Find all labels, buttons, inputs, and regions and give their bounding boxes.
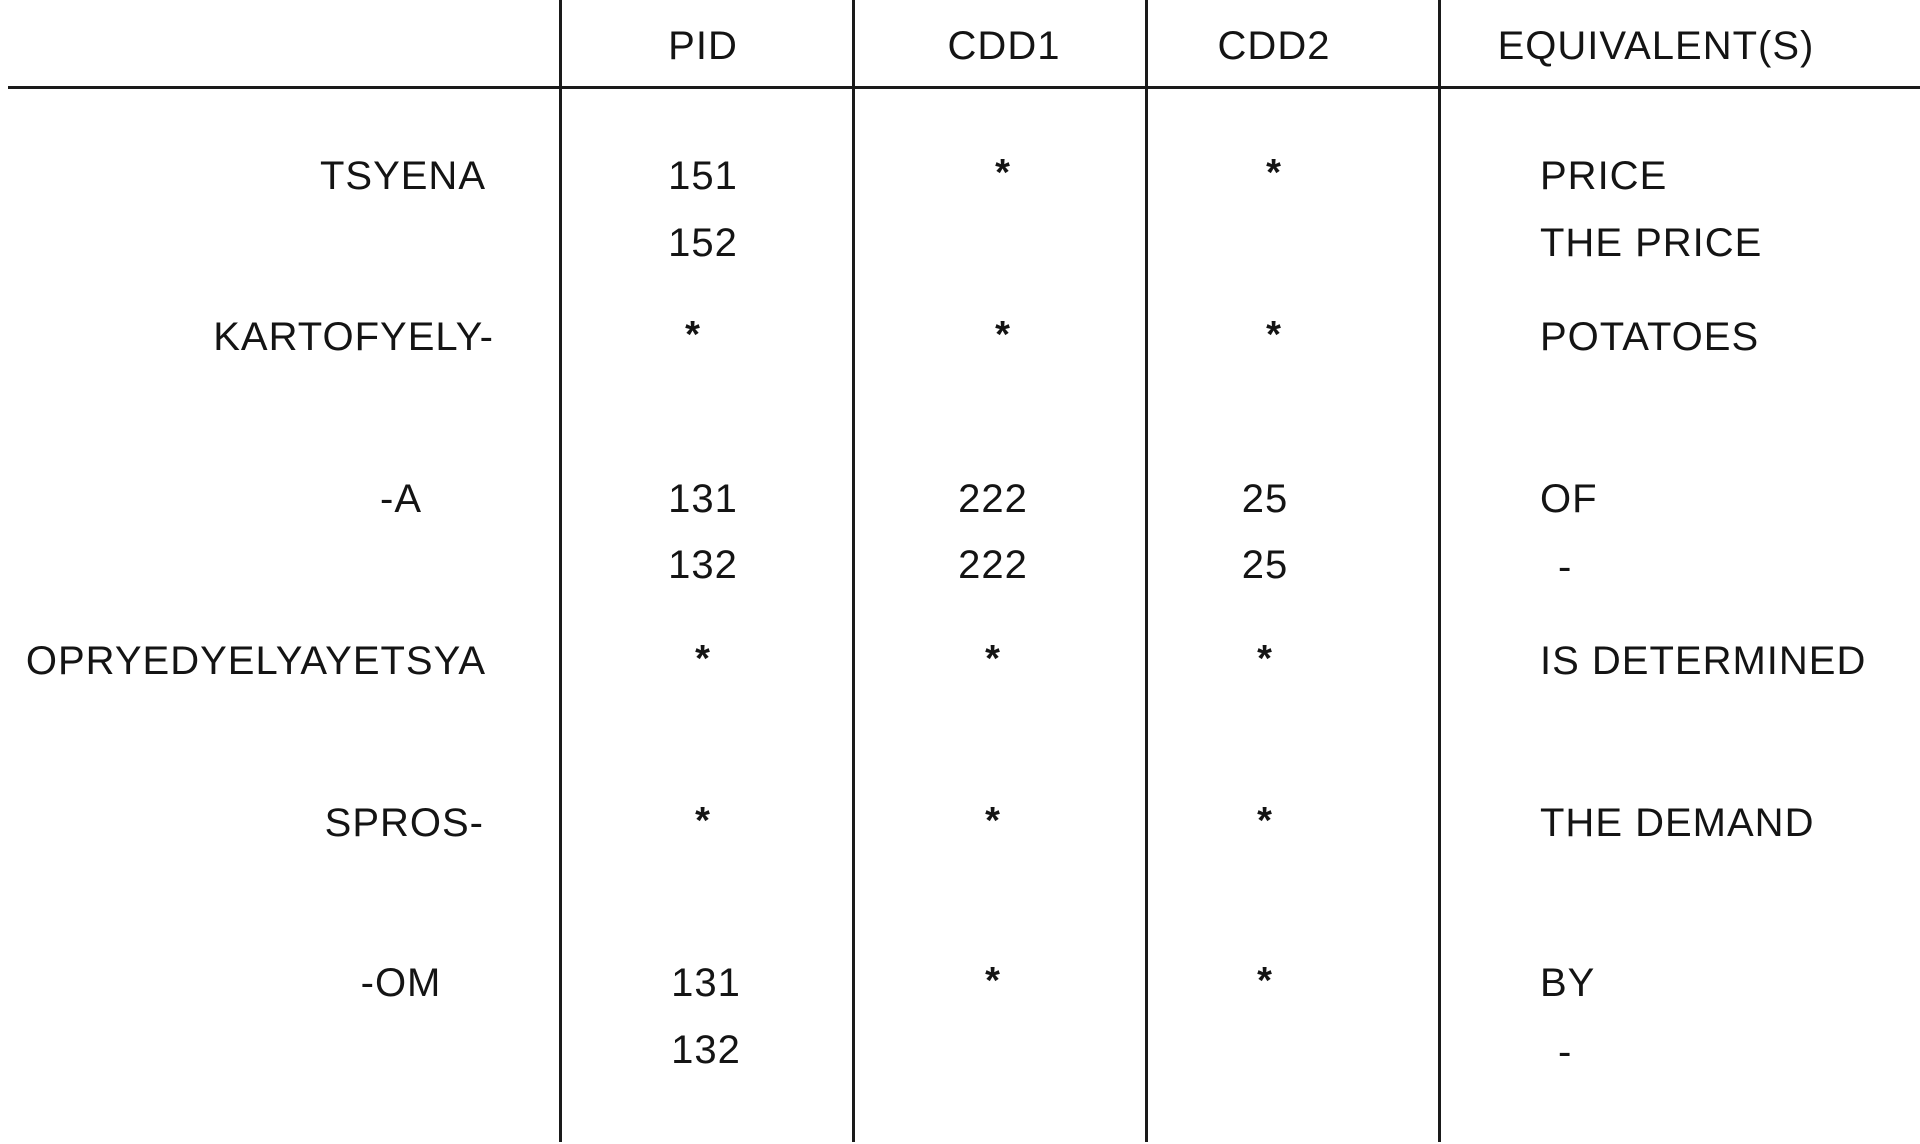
cdd1-cell: * bbox=[995, 314, 1011, 356]
cdd1-cell: * bbox=[995, 152, 1011, 194]
header-cdd2: CDD2 bbox=[1217, 24, 1331, 68]
pid-cell: * bbox=[685, 314, 701, 356]
term-cell: -OM bbox=[360, 961, 442, 1005]
cdd2-cell: 25 bbox=[1241, 477, 1289, 521]
equivalent-cell: OF bbox=[1540, 477, 1598, 521]
cdd1-cell: * bbox=[985, 638, 1001, 680]
term-cell: KARTOFYELY- bbox=[213, 315, 494, 359]
pid-cell: 151 bbox=[668, 154, 738, 198]
equivalent-cell: IS DETERMINED bbox=[1540, 639, 1867, 683]
equivalent-cell: THE DEMAND bbox=[1540, 801, 1815, 845]
equivalent-cell: PRICE bbox=[1540, 154, 1668, 198]
column-divider-cdd1 bbox=[852, 0, 855, 1142]
cdd2-cell: * bbox=[1266, 152, 1282, 194]
term-cell: -A bbox=[380, 477, 422, 521]
pid-cell: * bbox=[695, 800, 711, 842]
equivalent-cell: BY bbox=[1540, 961, 1596, 1005]
cdd2-cell: 25 bbox=[1241, 543, 1289, 587]
cdd2-cell: * bbox=[1257, 960, 1273, 1002]
cdd1-cell: 222 bbox=[958, 543, 1028, 587]
cdd1-cell: * bbox=[985, 800, 1001, 842]
cdd1-cell: 222 bbox=[958, 477, 1028, 521]
column-divider-equivalents bbox=[1438, 0, 1441, 1142]
cdd2-cell: * bbox=[1257, 638, 1273, 680]
equivalent-cell: THE PRICE bbox=[1540, 221, 1763, 265]
pid-cell: * bbox=[695, 638, 711, 680]
pid-cell: 131 bbox=[668, 477, 738, 521]
cdd1-cell: * bbox=[985, 960, 1001, 1002]
cdd2-cell: * bbox=[1266, 314, 1282, 356]
header-pid: PID bbox=[668, 24, 738, 68]
pid-cell: 132 bbox=[668, 543, 738, 587]
term-cell: TSYENA bbox=[319, 154, 486, 198]
column-divider-cdd2 bbox=[1145, 0, 1148, 1142]
header-equivalents: EQUIVALENT(S) bbox=[1497, 24, 1815, 68]
pid-cell: 152 bbox=[668, 221, 738, 265]
pid-cell: 132 bbox=[671, 1028, 741, 1072]
column-divider-pid bbox=[559, 0, 562, 1142]
header-cdd1: CDD1 bbox=[947, 24, 1061, 68]
pid-cell: 131 bbox=[671, 961, 741, 1005]
equivalent-cell: - bbox=[1558, 545, 1573, 589]
equivalent-cell: - bbox=[1558, 1030, 1573, 1074]
term-cell: OPRYEDYELYAYETSYA bbox=[25, 639, 486, 683]
term-cell: SPROS- bbox=[324, 801, 484, 845]
cdd2-cell: * bbox=[1257, 800, 1273, 842]
equivalent-cell: POTATOES bbox=[1540, 315, 1760, 359]
header-divider bbox=[8, 86, 1920, 89]
